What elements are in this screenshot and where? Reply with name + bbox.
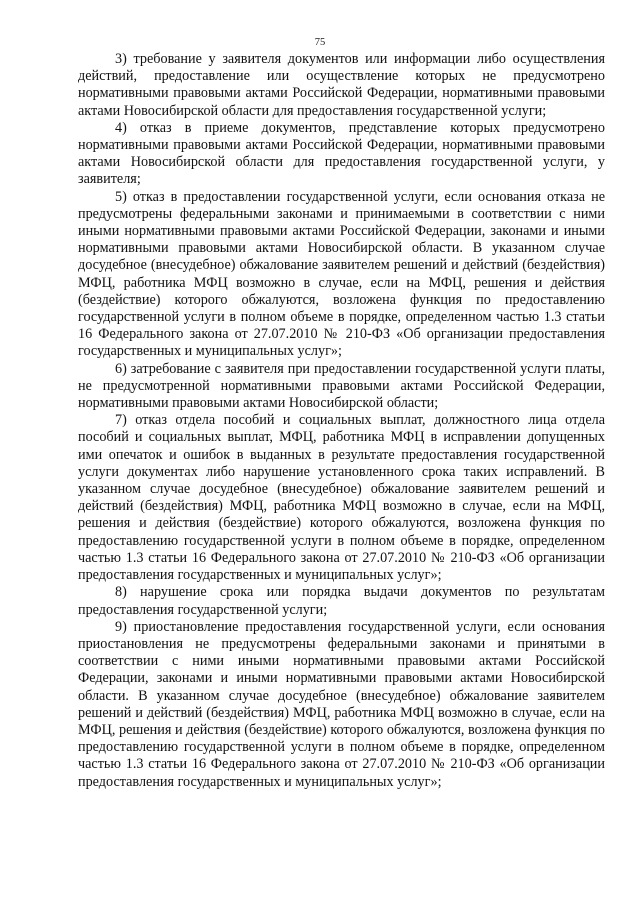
paragraph-item-9: 9) приостановление предоставления государственной услуги, если основания приостановления не предусмотрены федеральными законами и принятыми в соответствии с ними иными нормативными правовыми актами Российской Федерации, законами и иными нормативными правовыми актами Новосибирской области. В указанном случае досудебное (внесудебное) обжалование заявителем решений и действий (бездействия) МФЦ, работника МФЦ возможно в случае, если на МФЦ, решения и действия (бездействие) которого обжалуются, возложена функция по предоставлению государственной услуги в полном объеме в порядке, определенном частью 1.3 статьи 16 Федерального закона от 27.07.2010 № 210-ФЗ «Об организации предоставления государственных и муниципальных услуг»;	[78, 618, 605, 790]
paragraph-item-8: 8) нарушение срока или порядка выдачи документов по результатам предоставления государственной услуги;	[78, 584, 605, 618]
paragraph-item-4: 4) отказ в приеме документов, представление которых предусмотрено нормативными правовыми актами Российской Федерации, нормативными правовыми актами Новосибирской области для предоставления государственной услуги, у заявителя;	[78, 119, 605, 188]
paragraph-item-5: 5) отказ в предоставлении государственной услуги, если основания отказа не предусмотрены федеральными законами и принимаемыми в соответствии с ними иными нормативными правовыми актами Российской Федерации, законами и иными нормативными правовыми актами Новосибирской области. В указанном случае досудебное (внесудебное) обжалование заявителем решений и действий (бездействия) МФЦ, работника МФЦ возможно в случае, если на МФЦ, решения и действия (бездействие) которого обжалуются, возложена функция по предоставлению государственной услуги в полном объеме в порядке, определенном частью 1.3 статьи 16 Федерального закона от 27.07.2010 № 210-ФЗ «Об организации предоставления государственных и муниципальных услуг»;	[78, 188, 605, 360]
paragraph-item-3: 3) требование у заявителя документов или информации либо осуществления действий, предоставление или осуществление которых не предусмотрено нормативными правовыми актами Российской Федерации, нормативными правовыми актами Новосибирской области для предоставления государственной услуги;	[78, 51, 605, 119]
paragraph-item-7: 7) отказ отдела пособий и социальных выплат, должностного лица отдела пособий и социальных выплат, МФЦ, работника МФЦ в исправлении допущенных ими опечаток и ошибок в выданных в результате предоставления государственной услуги документах либо нарушение установленного срока таких исправлений. В указанном случае досудебное (внесудебное) обжалование заявителем решений и действий (бездействия) МФЦ, работника МФЦ возможно в случае, если на МФЦ, решения и действия (бездействие) которого обжалуются, возложена функция по предоставлению государственной услуги в полном объеме в порядке, определенном частью 1.3 статьи 16 Федерального закона от 27.07.2010 № 210-ФЗ «Об организации предоставления государственных и муниципальных услуг»;	[78, 412, 605, 584]
page-number: 75	[314, 37, 326, 48]
document-body	[78, 51, 605, 791]
paragraph-item-6: 6) затребование с заявителя при предоставлении государственной услуги платы, не предусмотренной нормативными правовыми актами Российской Федерации, нормативными правовыми актами Новосибирской области;	[78, 360, 605, 412]
